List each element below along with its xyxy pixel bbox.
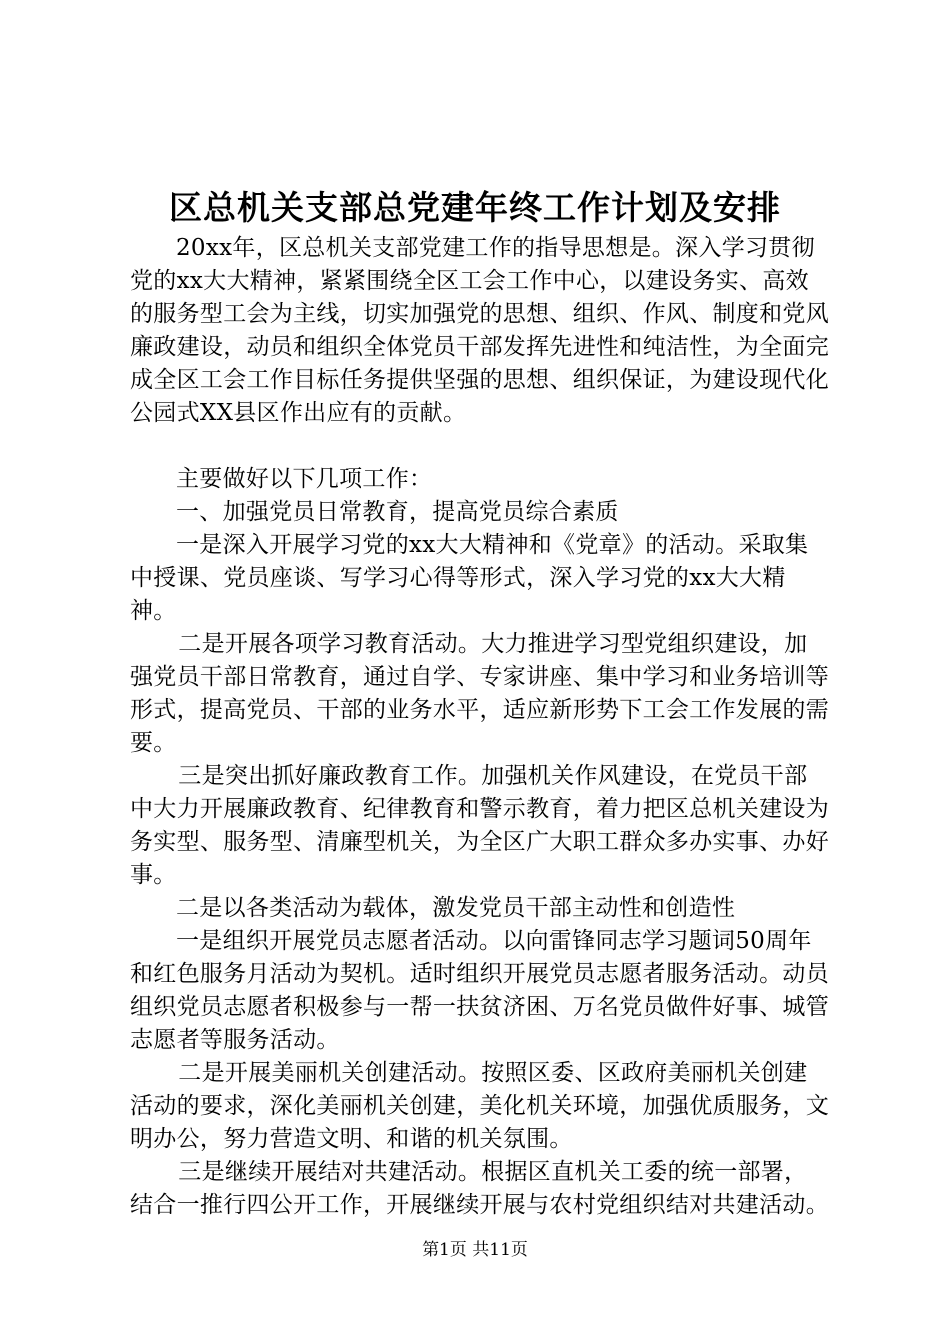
- document-title: 区总机关支部总党建年终工作计划及安排: [169, 188, 781, 227]
- paragraph-item: 二是开展美丽机关创建活动。按照区委、区政府美丽机关创建活动的要求，深化美丽机关创建，美化机关环境，加强优质服务，文明办公，努力营造文明、和谐的机关氛围。: [130, 1060, 829, 1152]
- paragraph-guiding-thought: 20xx年，区总机关支部党建工作的指导思想是。深入学习贯彻党的xx大大精神，紧紧围绕全区工会工作中心，以建设务实、高效的服务型工会为主线，切实加强党的思想、组织、作风、制度和党风廉政建设，动员和组织全体党员干部发挥先进性和纯洁性，为全面完成全区工会工作目标任务提供坚强的思想、组织保证，为建设现代化公园式XX县区作出应有的贡献。: [130, 235, 829, 426]
- paragraph-item: 三是突出抓好廉政教育工作。加强机关作风建设，在党员干部中大力开展廉政教育、纪律教育和警示教育，着力把区总机关建设为务实型、服务型、清廉型机关，为全区广大职工群众多办实事、办好事。: [130, 763, 829, 888]
- paragraph-item: 一是深入开展学习党的xx大大精神和《党章》的活动。采取集中授课、党员座谈、写学习心得等形式，深入学习党的xx大大精神。: [130, 532, 809, 624]
- paragraph-item: 二是开展各项学习教育活动。大力推进学习型党组织建设，加强党员干部日常教育，通过自学、专家讲座、集中学习和业务培训等形式，提高党员、干部的业务水平，适应新形势下工会工作发展的需要。: [130, 631, 829, 756]
- document-body: [130, 232, 830, 1222]
- paragraph-spacer: [130, 430, 830, 463]
- paragraph-main-tasks-intro: 主要做好以下几项工作：: [176, 466, 433, 492]
- section-heading-2: 二是以各类活动为载体，激发党员干部主动性和创造性: [176, 895, 736, 921]
- paragraph-item: 三是继续开展结对共建活动。根据区直机关工委的统一部署，结合一推行四公开工作，开展继续开展与农村党组织结对共建活动。: [130, 1159, 829, 1218]
- section-heading-1: 一、加强党员日常教育，提高党员综合素质: [176, 499, 619, 525]
- page-footer: 第1页 共11页: [422, 1240, 528, 1260]
- paragraph-item: 一是组织开展党员志愿者活动。以向雷锋同志学习题词50周年和红色服务月活动为契机。适时组织开展党员志愿者服务活动。动员组织党员志愿者积极参与一帮一扶贫济困、万名党员做件好事、城管志愿者等服务活动。: [130, 928, 829, 1053]
